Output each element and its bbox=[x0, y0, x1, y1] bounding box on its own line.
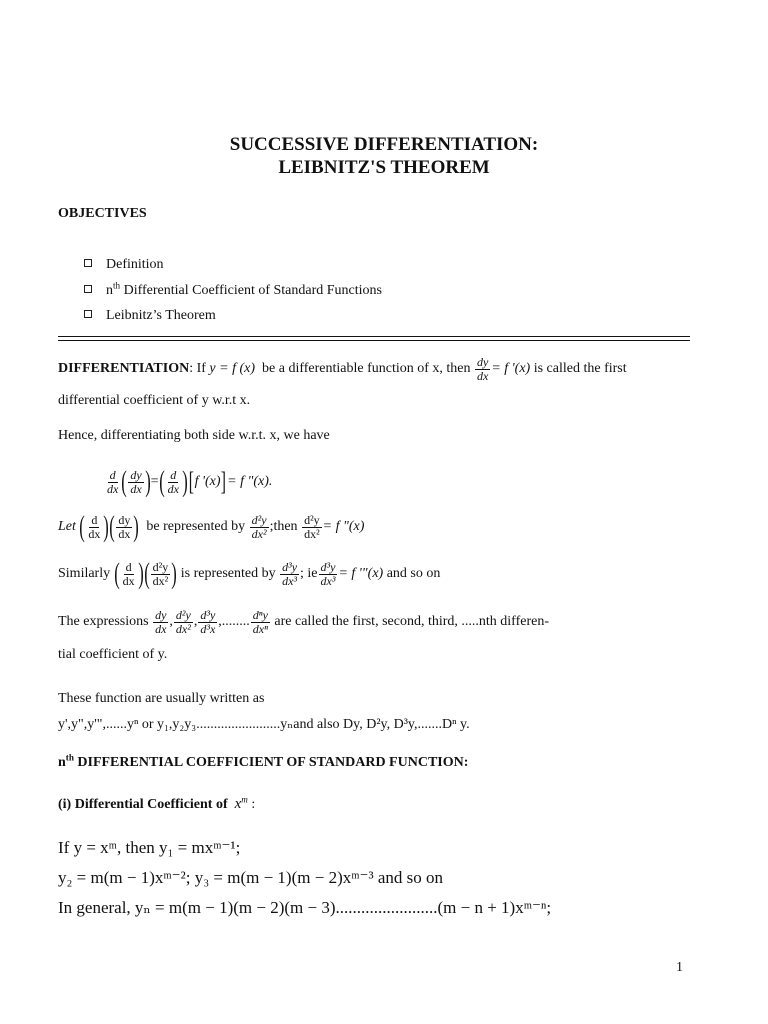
paren-close: ) bbox=[144, 465, 151, 498]
text-called: are called the first, second, third, .....nth differen- bbox=[274, 614, 549, 629]
text-dots: ,........ bbox=[218, 614, 250, 629]
text-first: is called the first bbox=[533, 361, 627, 376]
fraction-dy-dx: $\frac{dy}{dx}$ bbox=[477, 354, 489, 383]
paren-close: ) bbox=[133, 510, 140, 543]
fraction-d3y-dx3: $\frac{\text{d³y}}{\text{dx³}}$ bbox=[282, 559, 298, 588]
expressions-line2: tial coefficient of y. bbox=[58, 647, 168, 662]
fraction-d3y-d3x: $\frac{\text{d³y}}{\text{d³x}}$ bbox=[200, 607, 216, 636]
paren-open: ( bbox=[109, 510, 116, 543]
objective-item-nth-coefficient bbox=[84, 280, 382, 299]
expression-f-double-prime: = f "(x) bbox=[322, 519, 365, 534]
fraction-dy-dx: $\frac{dy}{dx}$ bbox=[118, 512, 131, 541]
objective-item-definition bbox=[84, 257, 164, 273]
formula-line2: y₂ = m(m − 1)xᵐ⁻²; y₃ = m(m − 1)(m − 2)xᵐ⁻³ and so on bbox=[58, 868, 444, 887]
text-represented: be represented by bbox=[146, 519, 246, 534]
equation-y-fx: y = f (x) bbox=[209, 361, 256, 376]
fraction-d2y-dx2: $\frac{\text{d²y}}{\text{dx²}}$ bbox=[152, 559, 169, 588]
expression-f-triple-prime: = f '"(x) bbox=[338, 566, 384, 581]
objective-item-label-n: n bbox=[106, 283, 113, 298]
paren-open: ( bbox=[79, 510, 86, 543]
similarly-line bbox=[58, 553, 440, 595]
written-line2: y',y",y'",......yⁿ or y₁,y₂y₃........................yₙand also Dy, D²y, D³y,.......Dⁿ y. bbox=[58, 717, 470, 732]
text-then: ;then bbox=[269, 519, 298, 534]
equation-second-derivative bbox=[104, 462, 272, 502]
objective-item-leibnitz bbox=[84, 308, 216, 324]
fraction-dny-dxn: $\frac{\text{dⁿy}}{\text{dxⁿ}}$ bbox=[252, 607, 268, 636]
expressions-line: The expressions $\frac{dy}{dx}$ , $\frac{\text{d²y}}{\text{dx²}}$ , $\frac{\text{d³y}}{\text{d³x}}$ ,........ $\frac{\text{dⁿy}}{\text{dxⁿ}}$ are called the first, second, third, .....nth differen- bbox=[58, 607, 549, 636]
fraction-d3y-dx3: $\frac{\text{d³y}}{\text{dx³}}$ bbox=[320, 559, 336, 588]
sub-heading-text: (i) Differential Coefficient of bbox=[58, 797, 228, 812]
text-ie: ; ie bbox=[300, 566, 318, 581]
paren-open: ( bbox=[121, 465, 128, 498]
objective-item-label: Definition bbox=[106, 257, 164, 272]
divider-top bbox=[58, 336, 690, 337]
square-bullet-icon bbox=[84, 285, 92, 293]
text-and-so-on: and so on bbox=[386, 566, 441, 581]
fraction-d-dx: $\frac{d}{dx}$ bbox=[88, 512, 101, 541]
fraction-d2y-dx2: $\frac{\text{d²y}}{\text{dx²}}$ bbox=[175, 607, 191, 636]
equals-sign: = bbox=[150, 474, 159, 489]
paren-close: ) bbox=[171, 557, 177, 590]
heading-n: n bbox=[58, 755, 66, 770]
differentiation-heading: DIFFERENTIATION bbox=[58, 361, 190, 376]
section-heading-nth bbox=[58, 752, 469, 771]
fraction-d-dx: $\frac{d}{dx}$ bbox=[107, 467, 119, 496]
text-if: : If bbox=[189, 361, 206, 376]
objective-item-label: Differential Coefficient of Standard Functions bbox=[120, 283, 382, 298]
differentiation-line2: differential coefficient of y w.r.t x. bbox=[58, 393, 251, 408]
expression-f-prime: f '(x) bbox=[194, 474, 221, 489]
sub-heading-colon: : bbox=[247, 797, 256, 812]
sub-heading-x: x bbox=[234, 796, 242, 812]
fraction-dy-dx: $\frac{dy}{dx}$ bbox=[155, 607, 167, 636]
divider-bottom bbox=[58, 340, 690, 341]
equation-f-prime: = f '(x) bbox=[491, 361, 531, 376]
objective-item-label: Leibnitz’s Theorem bbox=[106, 308, 216, 323]
paren-open: ( bbox=[143, 557, 150, 590]
square-bullet-icon bbox=[84, 259, 92, 267]
formula-line3: In general, yₙ = m(m − 1)(m − 2)(m − 3)........................(m − n + 1)xᵐ⁻ⁿ; bbox=[58, 898, 552, 917]
let-line bbox=[58, 506, 364, 548]
paren-close: ) bbox=[182, 465, 188, 498]
hence-text: Hence, differentiating both side w.r.t. x, we have bbox=[58, 428, 330, 443]
paren-open: ( bbox=[113, 557, 120, 590]
paren-close: ) bbox=[103, 510, 110, 543]
page-title-line1: SUCCESSIVE DIFFERENTIATION: bbox=[229, 134, 539, 155]
expression-f-double-prime: = f "(x). bbox=[227, 474, 273, 489]
differentiation-line bbox=[58, 352, 627, 386]
bracket-close: ] bbox=[221, 467, 227, 496]
paren-close: ) bbox=[137, 557, 144, 590]
fraction-d2y-dx2: $\frac{\text{d²y}}{\text{dx²}}$ bbox=[304, 512, 320, 541]
paren-open: ( bbox=[158, 465, 165, 498]
fraction-dy-dx: $\frac{dy}{dx}$ bbox=[130, 467, 142, 496]
sub-heading-m: m bbox=[241, 794, 248, 805]
text-differentiable: be a differentiable function of x, then bbox=[262, 361, 471, 376]
page-number: 1 bbox=[676, 960, 683, 975]
text-similarly: Similarly bbox=[58, 566, 111, 581]
written-line1: These function are usually written as bbox=[58, 691, 265, 706]
heading-text: DIFFERENTIAL COEFFICIENT OF STANDARD FUNCTION: bbox=[73, 755, 469, 770]
fraction-d-dx: $\frac{d}{dx}$ bbox=[167, 467, 179, 496]
text-expressions: The expressions bbox=[58, 614, 149, 629]
objectives-heading: OBJECTIVES bbox=[58, 206, 147, 221]
text-let: Let bbox=[58, 519, 76, 534]
heading-th: th bbox=[65, 752, 74, 763]
page-title-line2: LEIBNITZ'S THEOREM bbox=[278, 157, 490, 178]
bracket-open: [ bbox=[188, 467, 194, 496]
text-represented: is represented by bbox=[180, 566, 276, 581]
square-bullet-icon bbox=[84, 310, 92, 318]
objective-item-label-th: th bbox=[113, 280, 121, 291]
fraction-d2y-dx2: $\frac{\text{d²y}}{\text{dx²}}$ bbox=[251, 512, 267, 541]
sub-heading-xm bbox=[58, 796, 255, 813]
fraction-d-dx: $\frac{d}{dx}$ bbox=[122, 559, 135, 588]
formula-line1: If y = xᵐ, then y₁ = mxᵐ⁻¹; bbox=[58, 838, 241, 857]
